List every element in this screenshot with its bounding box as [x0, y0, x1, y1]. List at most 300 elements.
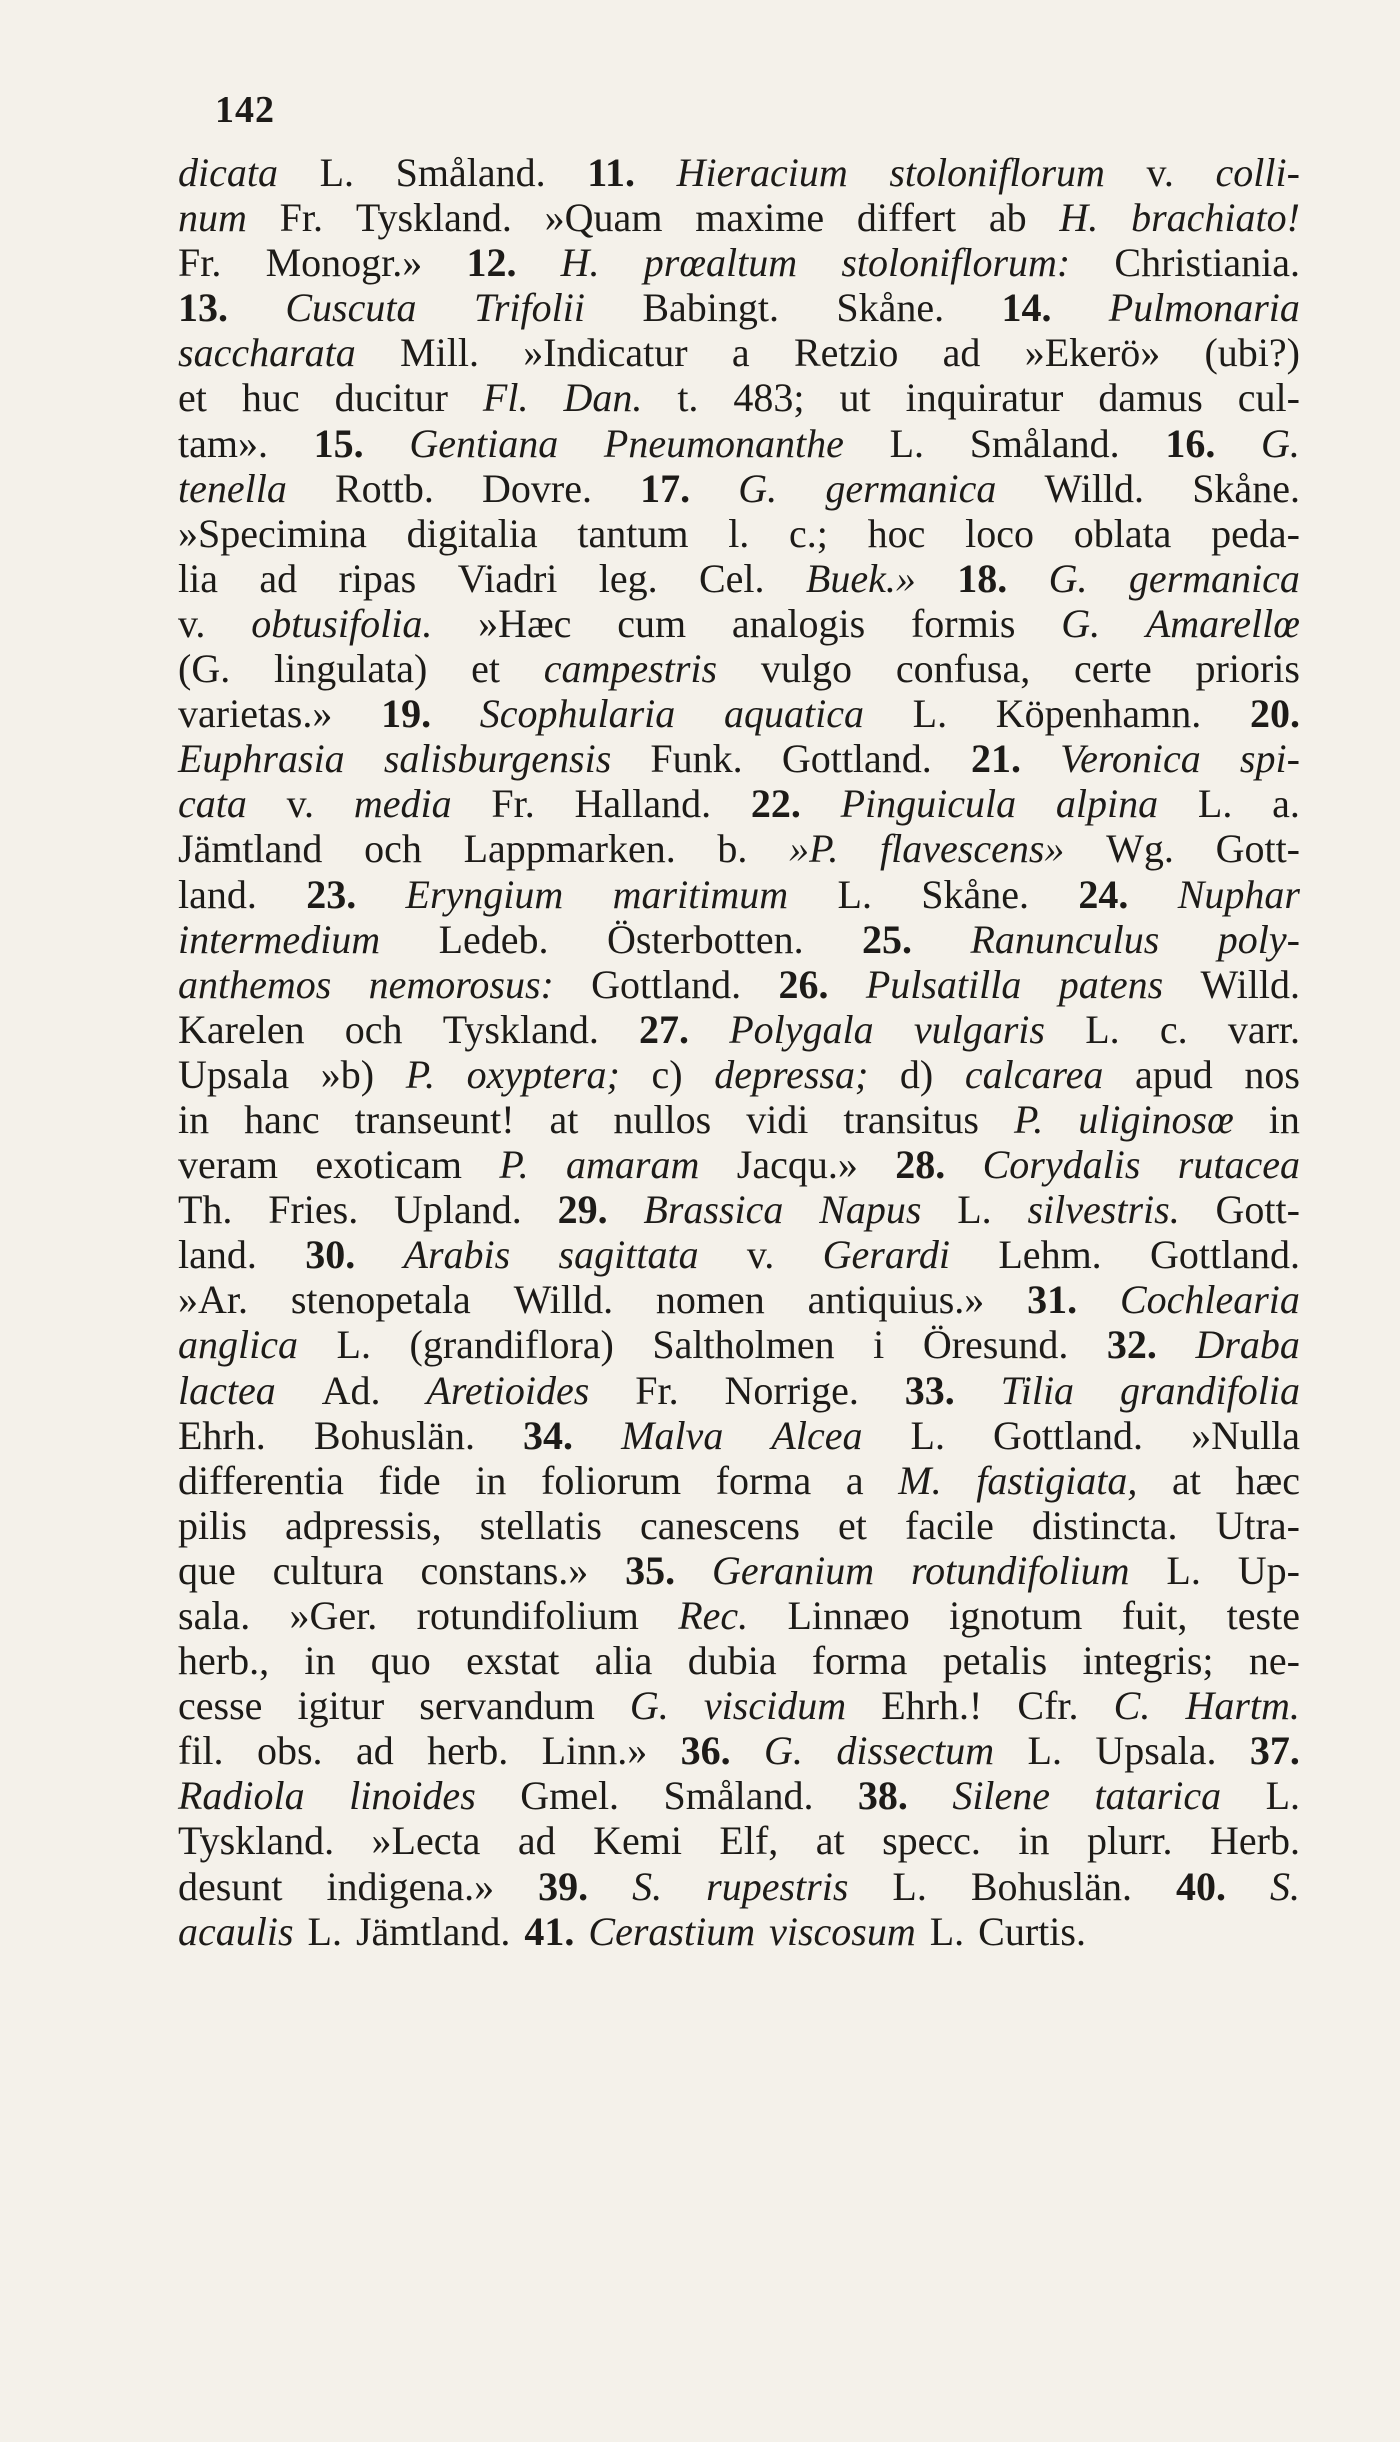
word: Upsala. — [1095, 1728, 1217, 1774]
word: 28. — [895, 1142, 946, 1188]
word: fastigiata, — [976, 1457, 1138, 1503]
word: 22. — [750, 781, 801, 827]
word: Gentiana — [409, 420, 559, 466]
word: rotundifolium — [416, 1593, 639, 1638]
word: Scophularia — [479, 691, 676, 737]
word: stoloniflorum: — [841, 240, 1071, 286]
word: et — [838, 1502, 867, 1548]
text-line — [178, 466, 1300, 511]
word: herb. — [427, 1728, 509, 1774]
word: Karelen — [178, 1006, 305, 1052]
word: tatarica — [1094, 1773, 1222, 1819]
word: alia — [594, 1638, 653, 1684]
word: Bohuslän. — [970, 1863, 1132, 1909]
word: saccharata — [178, 330, 356, 376]
word: Pulmonaria — [1108, 285, 1300, 331]
word: anthemos — [178, 961, 332, 1007]
word: L. — [889, 420, 924, 466]
word: Fl. — [482, 375, 529, 421]
word: cultura — [272, 1547, 384, 1593]
word: Hieracium — [676, 150, 848, 195]
word: ad — [517, 1818, 556, 1864]
word: L. — [1085, 1006, 1120, 1052]
word: (G. — [178, 646, 231, 692]
word: plurr. — [1086, 1818, 1173, 1864]
word: Eryngium — [405, 871, 564, 917]
word: linoides — [349, 1773, 476, 1819]
word: at — [1172, 1457, 1201, 1503]
word: exstat — [466, 1638, 560, 1684]
word: Tyskland. — [355, 195, 512, 241]
word: Österbotten. — [606, 916, 804, 962]
word: Ledeb. — [438, 916, 549, 962]
word: Norrige. — [724, 1367, 859, 1413]
word: Gerardi — [822, 1232, 951, 1278]
word: germanica — [1128, 555, 1300, 601]
word: distincta. — [1031, 1502, 1178, 1548]
word: Hartm. — [1185, 1683, 1300, 1729]
text-line — [178, 601, 1300, 646]
word: Småland. — [969, 420, 1120, 466]
text-line — [178, 1909, 1300, 1954]
word: germanica — [825, 465, 997, 511]
word: 17. — [640, 465, 691, 511]
word: ad — [942, 330, 981, 376]
text-line — [178, 646, 1300, 691]
word: ad — [355, 1728, 394, 1774]
word: c) — [651, 1051, 683, 1097]
word: Gott- — [1215, 826, 1300, 872]
word: Fr. — [279, 195, 324, 241]
text-line — [178, 511, 1300, 556]
word: 11. — [587, 150, 636, 195]
word: Rottb. — [335, 465, 434, 511]
word: analogis — [731, 600, 866, 646]
text-line — [178, 1458, 1300, 1503]
word: stellatis — [479, 1502, 602, 1548]
word: L. — [307, 1908, 342, 1954]
text-line — [178, 1142, 1300, 1187]
word: in — [1268, 1096, 1300, 1142]
word: Up- — [1237, 1547, 1300, 1593]
word: silvestris. — [1027, 1187, 1180, 1233]
word: tenella — [178, 465, 287, 511]
word: 30. — [305, 1232, 356, 1278]
word: Pulsatilla — [865, 961, 1022, 1007]
word: G. — [629, 1683, 669, 1729]
word: in — [178, 1096, 210, 1142]
text-line — [178, 917, 1300, 962]
word: L. — [1265, 1773, 1300, 1819]
word: »Ekerö» — [1024, 330, 1161, 376]
word: Napus — [819, 1187, 922, 1233]
word: Veronica — [1060, 736, 1201, 782]
word: num — [178, 195, 247, 241]
word: Cel. — [698, 555, 765, 601]
word: aquatica — [723, 691, 864, 737]
word: Willd. — [1044, 465, 1145, 511]
word: (grandiflora) — [409, 1322, 614, 1368]
text-line — [178, 1368, 1300, 1413]
word: lia — [178, 555, 218, 601]
word: media — [353, 781, 452, 827]
word: indigena.» — [326, 1863, 495, 1909]
word: H. — [560, 240, 600, 286]
text-line — [178, 1277, 1300, 1322]
word: differt — [856, 195, 957, 241]
word: P. — [405, 1051, 435, 1097]
word: maxime — [695, 195, 825, 241]
word: Pinguicula — [840, 781, 1017, 827]
word: 19. — [381, 691, 432, 737]
word: 32. — [1106, 1322, 1157, 1368]
word: Upsala — [178, 1051, 290, 1097]
word: prioris — [1195, 646, 1300, 692]
word: Jämtland. — [355, 1908, 511, 1954]
word: 29. — [557, 1187, 608, 1233]
word: Kemi — [593, 1818, 682, 1864]
word: Cerastium — [588, 1908, 756, 1954]
word: Dan. — [563, 375, 643, 421]
word: ad — [259, 555, 298, 601]
word: 27. — [639, 1006, 690, 1052]
word: c.; — [789, 510, 828, 556]
word: v. — [286, 781, 315, 827]
word: Christiania. — [1114, 240, 1300, 286]
word: veram — [178, 1142, 278, 1188]
word: lingulata) — [274, 646, 428, 692]
text-line — [178, 1548, 1300, 1593]
word: poly- — [1217, 916, 1300, 962]
word: ripas — [338, 555, 417, 601]
word: alpina — [1055, 781, 1159, 827]
word: land. — [178, 1232, 257, 1278]
word: oblata — [1073, 510, 1172, 556]
word: fil. — [178, 1728, 224, 1774]
word: Gottland. — [781, 736, 932, 782]
word: G. — [764, 1728, 803, 1774]
word: huc — [241, 375, 300, 421]
word: Mill. — [400, 330, 479, 376]
word: brachiato! — [1131, 195, 1300, 241]
word: in — [475, 1457, 507, 1503]
word: Elf, — [719, 1818, 779, 1864]
word: Trifolii — [473, 285, 585, 331]
word: nullos — [613, 1096, 712, 1142]
word: Radiola — [178, 1773, 305, 1819]
word: formis — [910, 600, 1016, 646]
word: 14. — [1001, 285, 1052, 331]
word: tantum — [577, 510, 689, 556]
word: (ubi?) — [1204, 330, 1300, 376]
word: facile — [905, 1502, 994, 1548]
word: »Lecta — [371, 1818, 481, 1864]
word: dubia — [687, 1638, 777, 1684]
word: G. — [738, 465, 778, 511]
text-line — [178, 195, 1300, 240]
word: L. — [957, 1187, 992, 1233]
word: Jacqu.» — [736, 1142, 858, 1188]
text-line — [178, 962, 1300, 1007]
word: L. — [1197, 781, 1233, 827]
word: oxyptera; — [466, 1051, 620, 1097]
word: Fr. — [178, 240, 222, 286]
word: Gottland. — [591, 961, 742, 1007]
word: vidi — [746, 1096, 809, 1142]
word: Retzio — [793, 330, 899, 376]
word: in — [304, 1638, 336, 1684]
word: digitalia — [406, 510, 538, 556]
word: L. — [336, 1322, 371, 1368]
word: antiquius.» — [807, 1277, 985, 1323]
text-line — [178, 1683, 1300, 1728]
word: Funk. — [650, 736, 743, 782]
word: colli- — [1215, 150, 1300, 195]
word: at — [815, 1818, 845, 1864]
word: cesse — [178, 1683, 263, 1729]
text-line — [178, 421, 1300, 466]
word: 24. — [1078, 871, 1129, 917]
text-line — [178, 781, 1300, 826]
word: damus — [1098, 375, 1203, 421]
word: inquiratur — [905, 375, 1064, 421]
word: vulgaris — [913, 1006, 1045, 1052]
word: L. — [1027, 1728, 1062, 1774]
word: land. — [178, 871, 257, 917]
word: 21. — [970, 736, 1021, 782]
word: Tyskland. — [442, 1006, 599, 1052]
text-line — [178, 150, 1300, 195]
text-line — [178, 285, 1300, 330]
word: Monogr.» — [265, 240, 423, 286]
word: maritimum — [612, 871, 789, 917]
text-line — [178, 1187, 1300, 1232]
word: 20. — [1249, 691, 1300, 737]
word: t. — [677, 375, 699, 421]
word: hoc — [867, 510, 926, 556]
word: Fries. — [268, 1187, 359, 1233]
word: Upland. — [394, 1187, 522, 1233]
word: 23. — [306, 871, 357, 917]
word: P. — [1013, 1096, 1044, 1142]
word: 13. — [178, 285, 228, 331]
word: och — [344, 1006, 403, 1052]
word: v. — [1146, 150, 1174, 195]
word: ut — [839, 375, 871, 421]
text-line — [178, 872, 1300, 917]
word: ducitur — [334, 375, 448, 421]
word: calcarea — [964, 1051, 1104, 1097]
word: desunt — [178, 1863, 283, 1909]
word: Ad. — [321, 1367, 381, 1413]
word: Draba — [1195, 1322, 1300, 1368]
word: Fr. — [635, 1367, 679, 1413]
word: tam». — [178, 420, 268, 466]
word: que — [178, 1547, 236, 1593]
word: fide — [378, 1457, 441, 1503]
word: vulgo — [760, 646, 853, 692]
word: »Hæc — [478, 600, 572, 646]
word: campestris — [543, 646, 718, 692]
word: Gott- — [1215, 1187, 1300, 1233]
word: v. — [178, 600, 206, 646]
word: nemorosus: — [368, 961, 554, 1007]
word: servandum — [419, 1683, 595, 1729]
word: canescens — [640, 1502, 800, 1548]
word: viscosum — [769, 1908, 916, 1954]
word: Ehrh.! — [881, 1683, 983, 1729]
text-line — [178, 556, 1300, 601]
word: M. — [898, 1457, 942, 1503]
word: acaulis — [178, 1908, 294, 1954]
word: rotundifolium — [911, 1547, 1130, 1593]
word: L. — [837, 871, 872, 917]
word: differentia — [178, 1457, 344, 1503]
word: S. — [632, 1863, 663, 1909]
body-text — [178, 150, 1300, 1954]
word: 37. — [1249, 1728, 1300, 1774]
word: 16. — [1165, 420, 1216, 466]
word: 39. — [538, 1863, 589, 1909]
word: Köpenhamn. — [995, 691, 1202, 737]
word: Fr. — [491, 781, 535, 827]
word: 35. — [625, 1547, 676, 1593]
word: depressa; — [714, 1051, 869, 1097]
word: »Ar. — [178, 1277, 248, 1323]
word: l. — [728, 510, 750, 556]
word: Amarellœ — [1145, 600, 1300, 646]
word: C. — [1113, 1683, 1151, 1729]
word: Malva — [621, 1412, 724, 1458]
word: et — [178, 375, 207, 421]
word: prœaltum — [643, 240, 798, 286]
word: obs. — [256, 1728, 323, 1774]
text-line — [178, 1818, 1300, 1863]
word: forma — [811, 1638, 908, 1684]
word: adpressis, — [285, 1502, 442, 1548]
text-line — [178, 330, 1300, 375]
word: »Indicatur — [523, 330, 688, 376]
word: uliginosœ — [1078, 1096, 1234, 1142]
word: »Nulla — [1191, 1412, 1300, 1458]
word: peda- — [1211, 510, 1300, 556]
word: Ranunculus — [970, 916, 1160, 962]
word: 25. — [862, 916, 913, 962]
word: forma — [715, 1457, 812, 1503]
word: Buek.» — [805, 555, 916, 601]
word: ignotum — [949, 1593, 1083, 1638]
word: ab — [988, 195, 1027, 241]
word: ne- — [1248, 1638, 1300, 1684]
word: Babingt. — [642, 285, 779, 331]
word: Småland. — [663, 1773, 814, 1819]
word: apud — [1135, 1051, 1213, 1097]
word: spi- — [1239, 736, 1300, 782]
word: transitus — [843, 1096, 979, 1142]
word: varr. — [1227, 1006, 1300, 1052]
word: dissectum — [836, 1728, 995, 1774]
word: et — [471, 646, 500, 692]
word: Utra- — [1215, 1502, 1300, 1548]
word: herb., — [178, 1638, 270, 1684]
word: at — [549, 1096, 579, 1142]
word: a — [845, 1457, 864, 1503]
word: Lehm. — [998, 1232, 1102, 1278]
word: »P. — [789, 826, 839, 872]
word: Cochlearia — [1119, 1277, 1300, 1323]
text-line — [178, 1097, 1300, 1142]
text-line — [178, 1773, 1300, 1818]
word: obtusifolia. — [251, 600, 433, 646]
word: S. — [1269, 1863, 1300, 1909]
text-line — [178, 1322, 1300, 1367]
text-line — [178, 736, 1300, 781]
word: a. — [1272, 781, 1300, 827]
word: Gottland. — [1150, 1232, 1300, 1278]
word: L. — [929, 1908, 965, 1954]
word: Lappmarken. — [463, 826, 676, 872]
word: P. — [499, 1142, 529, 1188]
word: Willd. — [513, 1277, 614, 1323]
word: sagittata — [558, 1232, 699, 1278]
word: Skåne. — [836, 285, 945, 331]
text-line — [178, 691, 1300, 736]
word: foliorum — [541, 1457, 682, 1503]
word: Aretioides — [426, 1367, 590, 1413]
text-line — [178, 1593, 1300, 1638]
word: Bohuslän. — [313, 1412, 475, 1458]
word: leg. — [598, 555, 658, 601]
word: L. — [912, 691, 948, 737]
word: Wg. — [1106, 826, 1174, 872]
text-line — [178, 1503, 1300, 1548]
word: Ehrh. — [178, 1412, 266, 1458]
word: d) — [899, 1051, 934, 1097]
word: c. — [1159, 1006, 1188, 1052]
word: nos — [1244, 1051, 1300, 1097]
text-line — [178, 826, 1300, 871]
word: stoloniflorum — [889, 150, 1105, 195]
word: hanc — [244, 1096, 320, 1142]
text-line — [178, 1413, 1300, 1458]
word: L. — [319, 150, 355, 195]
word: Herb. — [1210, 1818, 1300, 1864]
word: »Ger. — [289, 1593, 378, 1638]
word: 38. — [857, 1773, 908, 1819]
word: igitur — [297, 1683, 385, 1729]
word: exoticam — [315, 1142, 462, 1188]
word: i — [873, 1322, 885, 1368]
word: cul- — [1237, 375, 1300, 421]
text-line — [178, 375, 1300, 420]
word: a — [731, 330, 750, 376]
word: Rec. — [678, 1593, 749, 1638]
word: sala. — [178, 1593, 251, 1638]
word: certe — [1074, 646, 1152, 692]
word: lactea — [178, 1367, 276, 1413]
text-line — [178, 1007, 1300, 1052]
word: Brassica — [643, 1187, 784, 1233]
word: Småland. — [395, 150, 546, 195]
word: Skåne. — [1192, 465, 1300, 511]
word: Euphrasia — [178, 736, 345, 782]
word: flavescens» — [880, 826, 1065, 872]
word: Corydalis — [982, 1142, 1141, 1188]
word: petalis — [942, 1638, 1048, 1684]
word: patens — [1058, 961, 1164, 1007]
word: Polygala — [729, 1006, 874, 1052]
word: viscidum — [703, 1683, 847, 1729]
